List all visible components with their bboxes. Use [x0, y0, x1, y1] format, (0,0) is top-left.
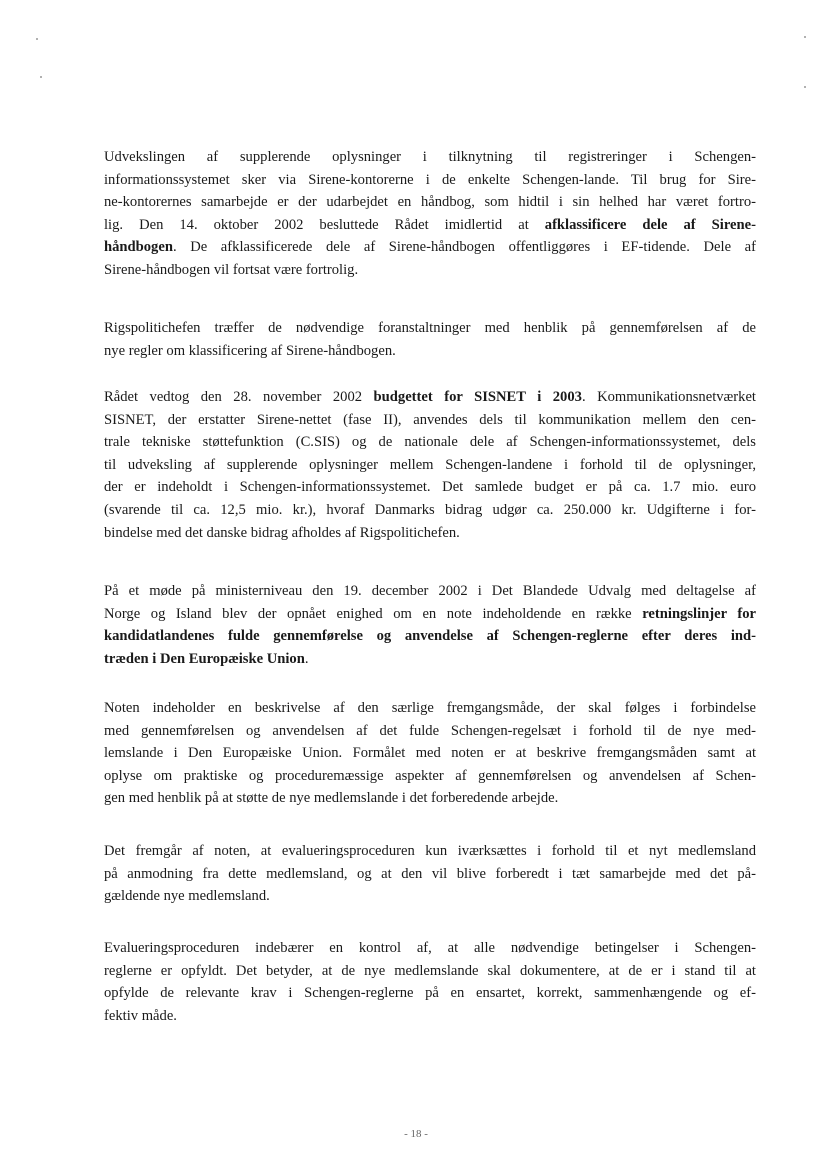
- scan-speck: [40, 76, 42, 78]
- text-line: Norge og Island blev der opnået enighed om en note indeholdende en række retningslinjer for: [104, 605, 757, 622]
- text-line: på anmodning fra dette medlemsland, og at den vil blive forberedt i tæt samarbejde med det på-: [104, 865, 756, 882]
- text-line: gældende nye medlemsland.: [104, 888, 270, 905]
- text-line: (svarende til ca. 12,5 mio. kr.), hvoraf Danmarks bidrag udgør ca. 250.000 kr. Udgifterne i for-: [104, 501, 756, 518]
- text-line: håndbogen. De afklassificerede dele af Sirene-håndbogen offentliggøres i EF-tidende. Dele af: [104, 239, 756, 256]
- text-line: opfylde de relevante krav i Schengen-reglerne på en ensartet, korrekt, sammenhængende og ef-: [104, 985, 756, 1002]
- page-number: - 18 -: [404, 1128, 428, 1140]
- text-line: Rigspolitichefen træffer de nødvendige foranstaltninger med henblik på gennemførelsen af de: [104, 320, 756, 336]
- bold-run: budgettet for SISNET i 2003: [373, 389, 582, 405]
- bold-run: afklassificere dele af Sirene-: [544, 216, 756, 233]
- paragraph: [104, 937, 756, 1027]
- text-line: trale tekniske støttefunktion (C.SIS) og de nationale dele af Schengen-informationssystemet, dels: [104, 434, 756, 451]
- text-line: Noten indeholder en beskrivelse af den særlige fremgangsmåde, der skal følges i forbindelse: [104, 700, 756, 716]
- text-line: oplyse om praktiske og proceduremæssige aspekter af gennemførelsen og anvendelsen af Schen-: [104, 767, 756, 784]
- paragraph: [104, 697, 756, 810]
- paragraph: [104, 386, 756, 544]
- scan-speck: [36, 38, 38, 40]
- text-line: fektiv måde.: [104, 1007, 177, 1024]
- text-line: [104, 625, 756, 648]
- bold-run: retningslinjer for: [642, 605, 757, 622]
- text-line: Evalueringsproceduren indebærer en kontrol af, at alle nødvendige betingelser i Schengen-: [104, 940, 756, 956]
- paragraph: [104, 146, 756, 282]
- bold-run: træden i Den Europæiske Union: [104, 650, 305, 667]
- text-line: Rådet vedtog den 28. november 2002 budgettet for SISNET i 2003. Kommunikationsnetværket: [104, 389, 756, 405]
- text-line: nye regler om klassificering af Sirene-håndbogen.: [104, 342, 396, 359]
- paragraph: [104, 840, 756, 908]
- text-line: SISNET, der erstatter Sirene-nettet (fase II), anvendes dels til kommunikation mellem den cen-: [104, 411, 756, 428]
- paragraph: [104, 580, 756, 670]
- text-line: lemslande i Den Europæiske Union. Formålet med noten er at beskrive fremgangsmåden samt at: [104, 745, 756, 762]
- text-line: bindelse med det danske bidrag afholdes af Rigspolitichefen.: [104, 524, 460, 541]
- text-line: der er indeholdt i Schengen-informationssystemet. Det samlede budget er på ca. 1.7 mio. euro: [104, 479, 756, 496]
- text-line: med gennemførelsen og anvendelsen af det fulde Schengen-regelsæt i forhold til de nye med-: [104, 722, 756, 739]
- text-line: lig. Den 14. oktober 2002 besluttede Rådet imidlertid at afklassificere dele af Sirene-: [104, 216, 756, 233]
- bold-run: håndbogen: [104, 239, 173, 256]
- text-line: informationssystemet sker via Sirene-kontorerne i de enkelte Schengen-lande. Til brug for Sire-: [104, 171, 756, 188]
- text-line: Udvekslingen af supplerende oplysninger i tilknytning til registreringer i Schengen-: [104, 149, 756, 165]
- text-line: ne-kontorernes samarbejde er der udarbejdet en håndbog, som hidtil i sin helhed har været fortro-: [104, 194, 756, 211]
- text-line: På et møde på ministerniveau den 19. december 2002 i Det Blandede Udvalg med deltagelse af: [104, 583, 756, 599]
- paragraph: [104, 317, 756, 362]
- text-line: Det fremgår af noten, at evalueringsproceduren kun iværksættes i forhold til et nyt medlemsland: [104, 843, 756, 859]
- text-line: til udveksling af supplerende oplysninger mellem Schengen-landene i forhold til de oplysninger,: [104, 456, 756, 473]
- scan-speck: [804, 86, 806, 88]
- text-line: træden i Den Europæiske Union.: [104, 650, 309, 667]
- text-line: reglerne er opfyldt. Det betyder, at de nye medlemslande skal dokumentere, at de er i stand til at: [104, 962, 756, 979]
- scan-speck: [804, 36, 806, 38]
- text-line: gen med henblik på at støtte de nye medlemslande i det forberedende arbejde.: [104, 790, 559, 807]
- text-line: Sirene-håndbogen vil fortsat være fortrolig.: [104, 261, 359, 278]
- bold-run: kandidatlandenes fulde gennemførelse og anvendelse af Schengen-reglerne efter deres ind-: [104, 628, 756, 645]
